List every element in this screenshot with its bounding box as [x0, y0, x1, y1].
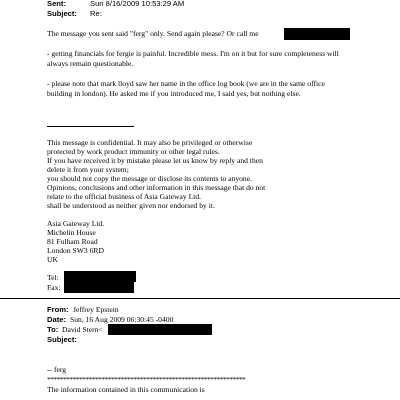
building-name: Michelin House — [47, 227, 96, 237]
page-divider — [0, 298, 400, 299]
from-value: Jeffrey Epstein — [73, 305, 119, 314]
address-block — [47, 220, 104, 265]
para1-line2: always remain questionable. — [47, 59, 134, 68]
from-label: From: — [47, 305, 69, 314]
disclaimer-line: This message is confidential. It may also be privileged or otherwise — [47, 138, 253, 147]
signature-divider — [47, 126, 134, 127]
para2-line2: building in london). He asked me if you introduced me, I said yes, but nothing else. — [47, 89, 301, 98]
para2-line1: - please note that mark lloyd saw her name in the office log book (we are in the same office — [47, 79, 325, 88]
sent-label: Sent: — [47, 0, 66, 8]
disclaimer-line: protected by work product immunity or other legal rules. — [47, 146, 220, 156]
tel-label: Tel: — [47, 273, 59, 282]
footer-notice: The information contained in this communication is — [47, 385, 205, 394]
disclaimer-line: Opinions, conclusions and other information in this message that do not — [47, 182, 266, 192]
company-name: Asia Gateway Ltd. — [47, 219, 105, 228]
redaction-tel — [64, 271, 136, 282]
city-postcode: London SW3 6RD — [47, 245, 104, 255]
to-label: To: — [47, 325, 59, 334]
date-label: Date: — [47, 315, 66, 324]
street-address: 81 Fulham Road — [47, 236, 98, 246]
disclaimer-line: If you have received it by mistake please let us know by reply and then — [47, 155, 263, 165]
redaction-fax — [64, 282, 134, 293]
redaction-phone — [284, 28, 350, 40]
fax-label: Fax: — [47, 283, 61, 292]
forwarded-subject-label: Subject: — [47, 335, 77, 344]
message-line-1: The message you sent said "ferg" only. Send again please? Or call me — [47, 29, 259, 38]
date-value: Sun, 16 Aug 2009 06:30:45 -0400 — [70, 315, 174, 324]
redaction-to-email — [108, 324, 212, 335]
sent-value: Sun 8/16/2009 10:53:29 AM — [90, 0, 185, 8]
disclaimer-line: relate to the official business of Asia Gateway Ltd. — [47, 191, 202, 201]
country: UK — [47, 254, 58, 264]
forwarded-body: -- ferg — [47, 365, 67, 374]
subject-value: Re: — [90, 9, 102, 18]
disclaimer-line: delete it from your system; — [47, 164, 129, 174]
para1-line1: - getting financials for fergie is painful. Incredible mess. I'm on it but for sure completeness will — [47, 49, 339, 58]
separator-stars: ************************************************************** — [47, 375, 246, 384]
disclaimer-line: shall be understood as neither given nor endorsed by it. — [47, 200, 215, 210]
disclaimer-line: you should not copy the message or disclose its contents to anyone. — [47, 173, 252, 183]
subject-label: Subject: — [47, 9, 77, 18]
to-value: David Stern< — [62, 325, 103, 334]
disclaimer-block — [47, 139, 265, 211]
